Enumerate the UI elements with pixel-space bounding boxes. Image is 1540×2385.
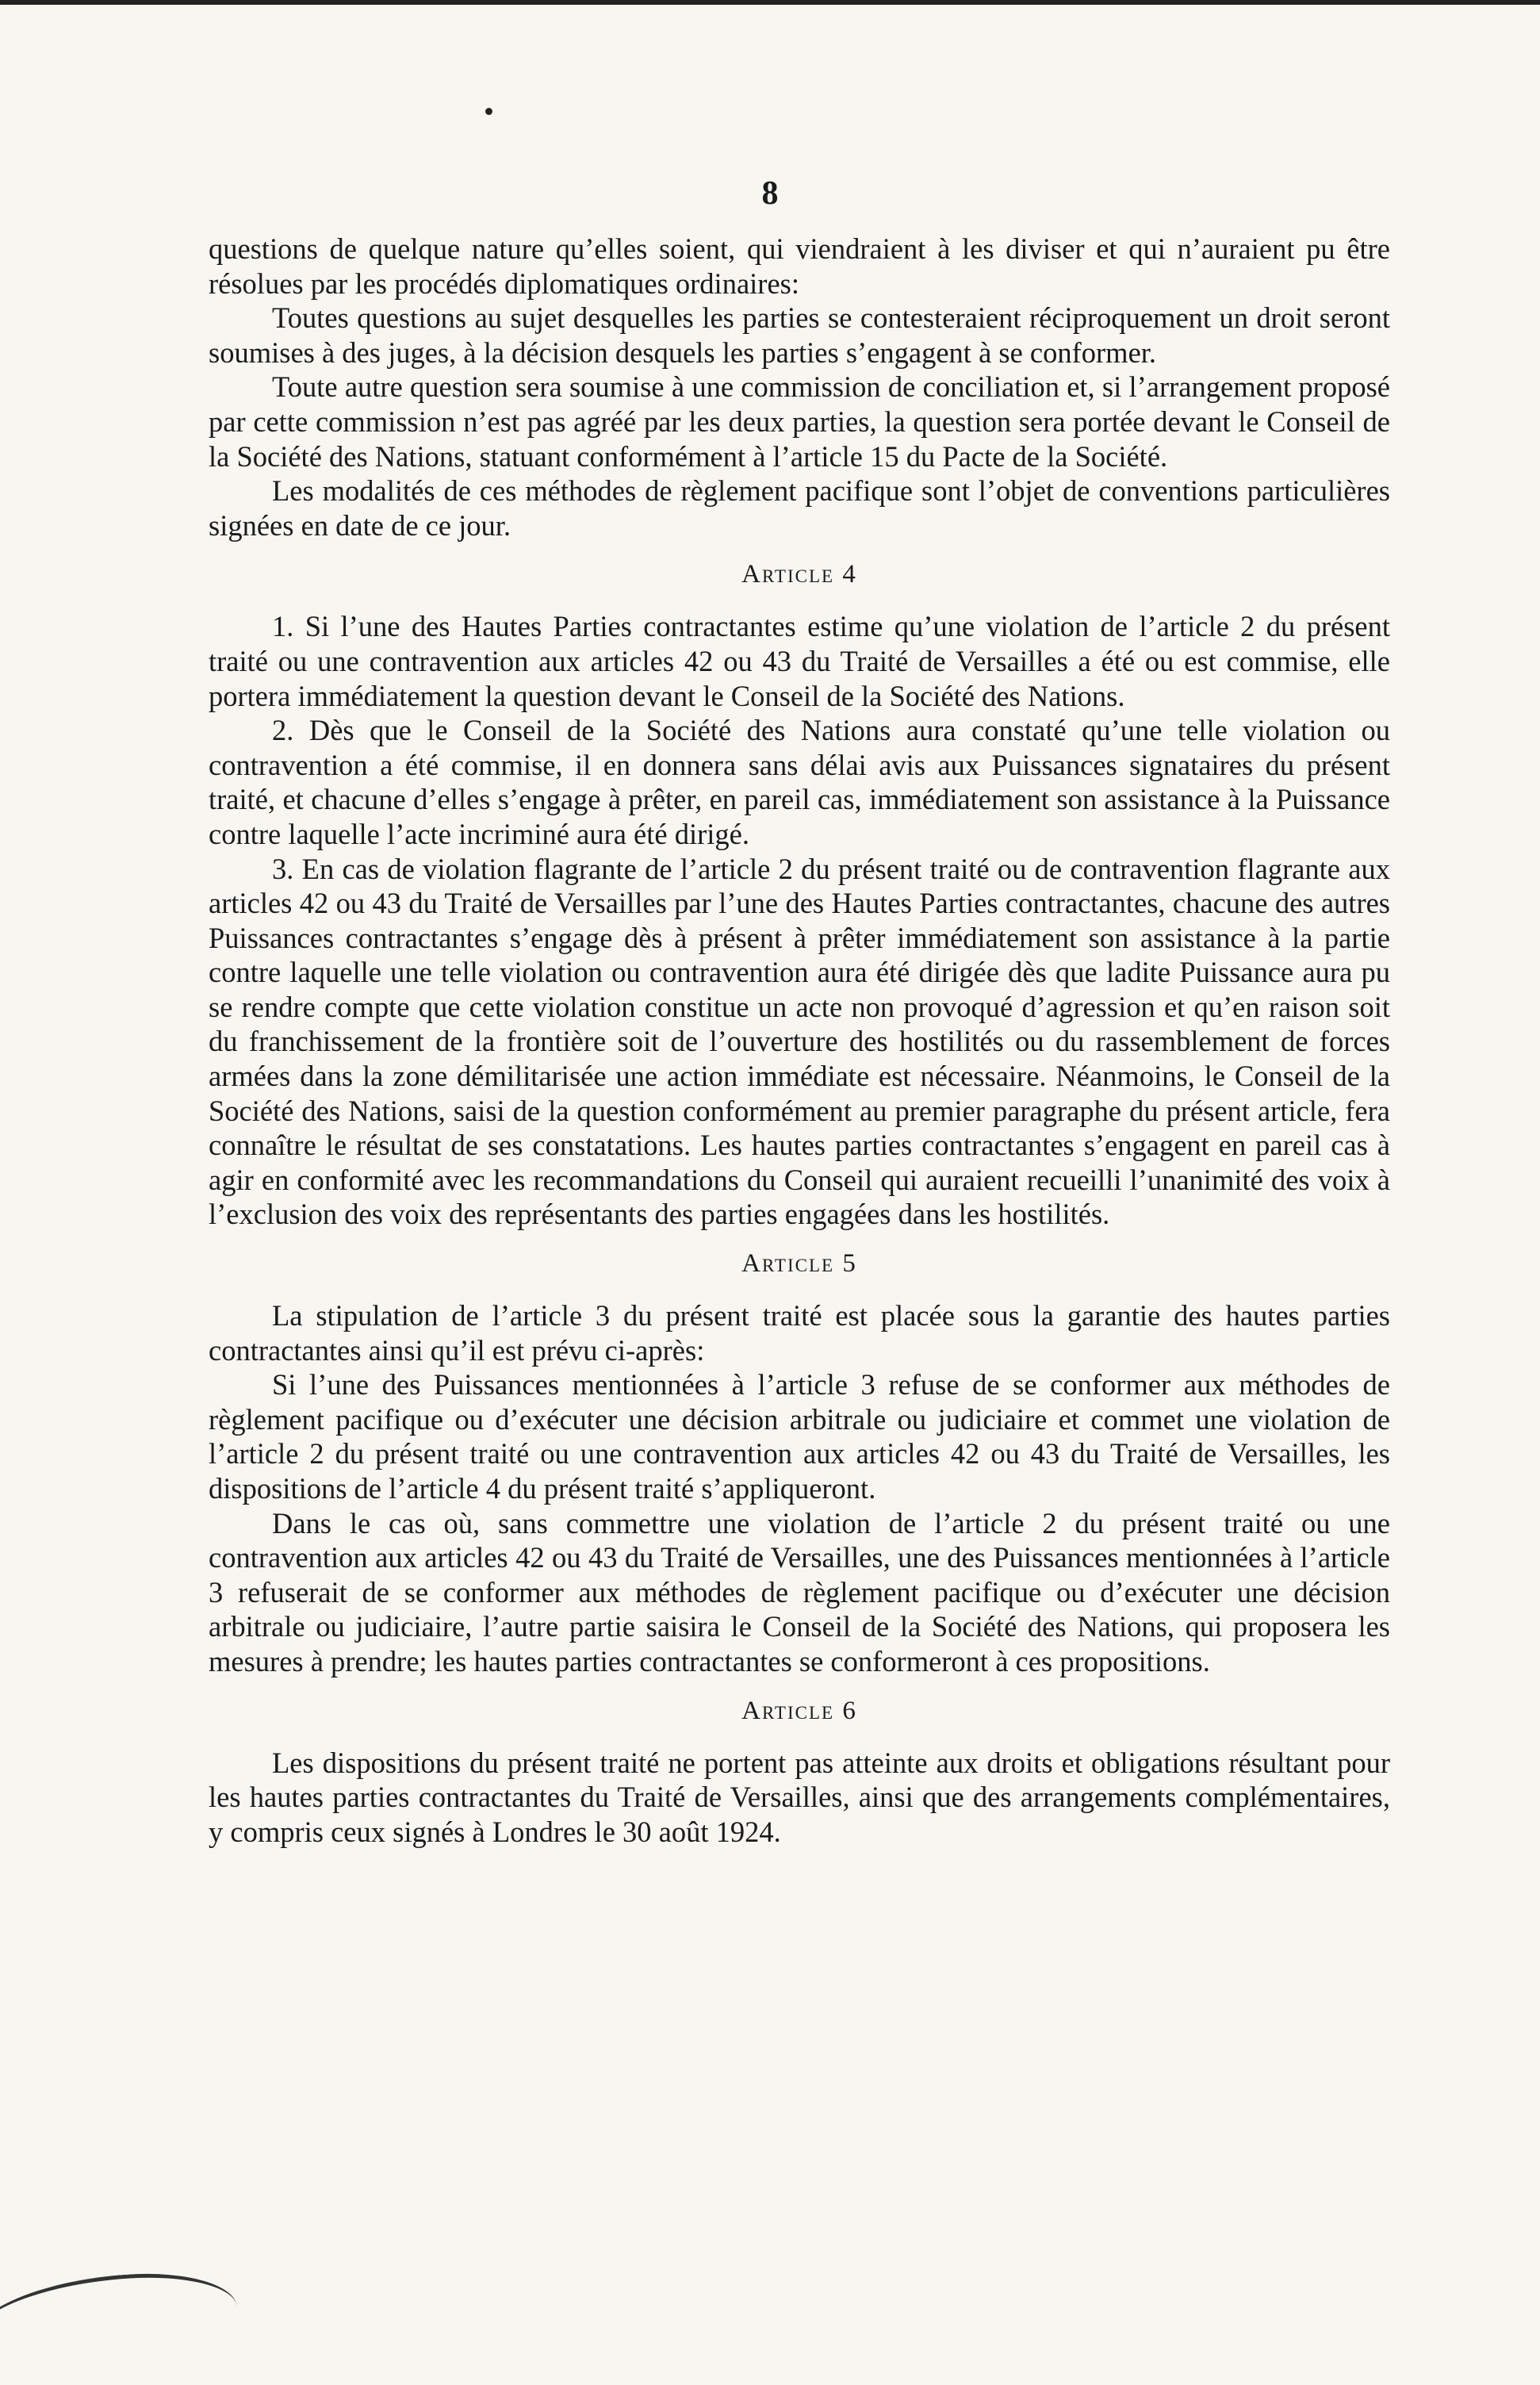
article-6-paragraph-1: Les dispositions du présent traité ne portent pas atteinte aux droits et obligations résultant pour les hautes parties contractantes du Traité de Versailles, ainsi que des arrangements complémentaires, y compris ceux signés à Londres le 30 août 1924. <box>209 1746 1390 1848</box>
scan-edge-artifact <box>0 2267 241 2384</box>
document-body <box>209 232 1390 1849</box>
page-number: 8 <box>761 175 779 212</box>
article-5-paragraph-1: La stipulation de l’article 3 du présent traité est placée sous la garantie des hautes parties contractantes ainsi qu’il est prévu ci-après: <box>209 1299 1390 1367</box>
article-5-paragraph-3: Dans le cas où, sans commettre une violation de l’article 2 du présent traité ou une contravention aux articles 42 ou 43 du Traité de Versailles, une des Puissances mentionnées à l’article 3 refuserait de se conformer aux méthodes de règlement pacifique ou d’exécuter une décision arbitrale ou judiciaire, l’autre partie saisira le Conseil de la Société des Nations, qui proposera les mesures à prendre; les hautes parties contractantes se conformeront à ces propositions. <box>209 1506 1390 1678</box>
article-4-paragraph-3: 3. En cas de violation flagrante de l’article 2 du présent traité ou de contravention flagrante aux articles 42 ou 43 du Traité de Versailles par l’une des Hautes Parties contractantes, chacune des autres Puissances contractantes s’engage dès à présent à prêter immédiatement son assistance à la partie contre laquelle une telle violation ou contravention aura été dirigée dès que ladite Puissance aura pu se rendre compte que cette violation constitue un acte non provoqué d’agression et qu’en raison soit du franchissement de la frontière soit de l’ouverture des hostilités ou du rassemblement de forces armées dans la zone démilitarisée une action immédiate est nécessaire. Néanmoins, le Conseil de la Société des Nations, saisi de la question conformément au premier paragraphe du présent article, fera connaître le résultat de ses constatations. Les hautes parties contractantes s’engagent en pareil cas à agir en conformité avec les recommandations du Conseil qui auraient recueilli l’unanimité des voix à l’exclusion des voix des représentants des parties engagées dans les hostilités. <box>209 852 1390 1231</box>
article-6-heading: Article 6 <box>741 1696 857 1725</box>
article-5-paragraph-2: Si l’une des Puissances mentionnées à l’article 3 refuse de se conformer aux méthodes de règlement pacifique ou d’exécuter une décision arbitrale ou judiciaire et commet une violation de l’article 2 du présent traité ou une contravention aux articles 42 ou 43 du Traité de Versailles, les dispositions de l’article 4 du présent traité s’appliqueront. <box>209 1368 1390 1505</box>
article-4-paragraph-1: 1. Si l’une des Hautes Parties contractantes estime qu’une violation de l’article 2 du présent traité ou une contravention aux articles 42 ou 43 du Traité de Versailles a été ou est commise, elle portera immédiatement la question devant le Conseil de la Société des Nations. <box>209 610 1390 712</box>
intro-paragraph-4: Les modalités de ces méthodes de règlement pacifique sont l’objet de conventions particulières signées en date de ce jour. <box>209 474 1390 542</box>
article-5-heading: Article 5 <box>741 1249 857 1279</box>
intro-paragraph-2: Toutes questions au sujet desquelles les parties se contesteraient réciproquement un droit seront soumises à des juges, à la décision desquels les parties s’engagent à se conformer. <box>209 301 1390 369</box>
intro-paragraph-1: questions de quelque nature qu’elles soient, qui viendraient à les diviser et qui n’auraient pu être résolues par les procédés diplomatiques ordinaires: <box>209 232 1390 300</box>
article-4-heading: Article 4 <box>741 560 857 589</box>
article-4-paragraph-2: 2. Dès que le Conseil de la Société des Nations aura constaté qu’une telle violation ou contravention a été commise, il en donnera sans délai avis aux Puissances signataires du présent traité, et chacune d’elles s’engage à prêter, en pareil cas, immédiatement son assistance à la Puissance contre laquelle l’acte incriminé aura été dirigé. <box>209 714 1390 850</box>
top-border-rule <box>0 0 1540 5</box>
intro-paragraph-3: Toute autre question sera soumise à une commission de conciliation et, si l’arrangement proposé par cette commission n’est pas agréé par les deux parties, la question sera portée devant le Conseil de la Société des Nations, statuant conformément à l’article 15 du Pacte de la Société. <box>209 370 1390 473</box>
print-speck <box>485 108 492 115</box>
